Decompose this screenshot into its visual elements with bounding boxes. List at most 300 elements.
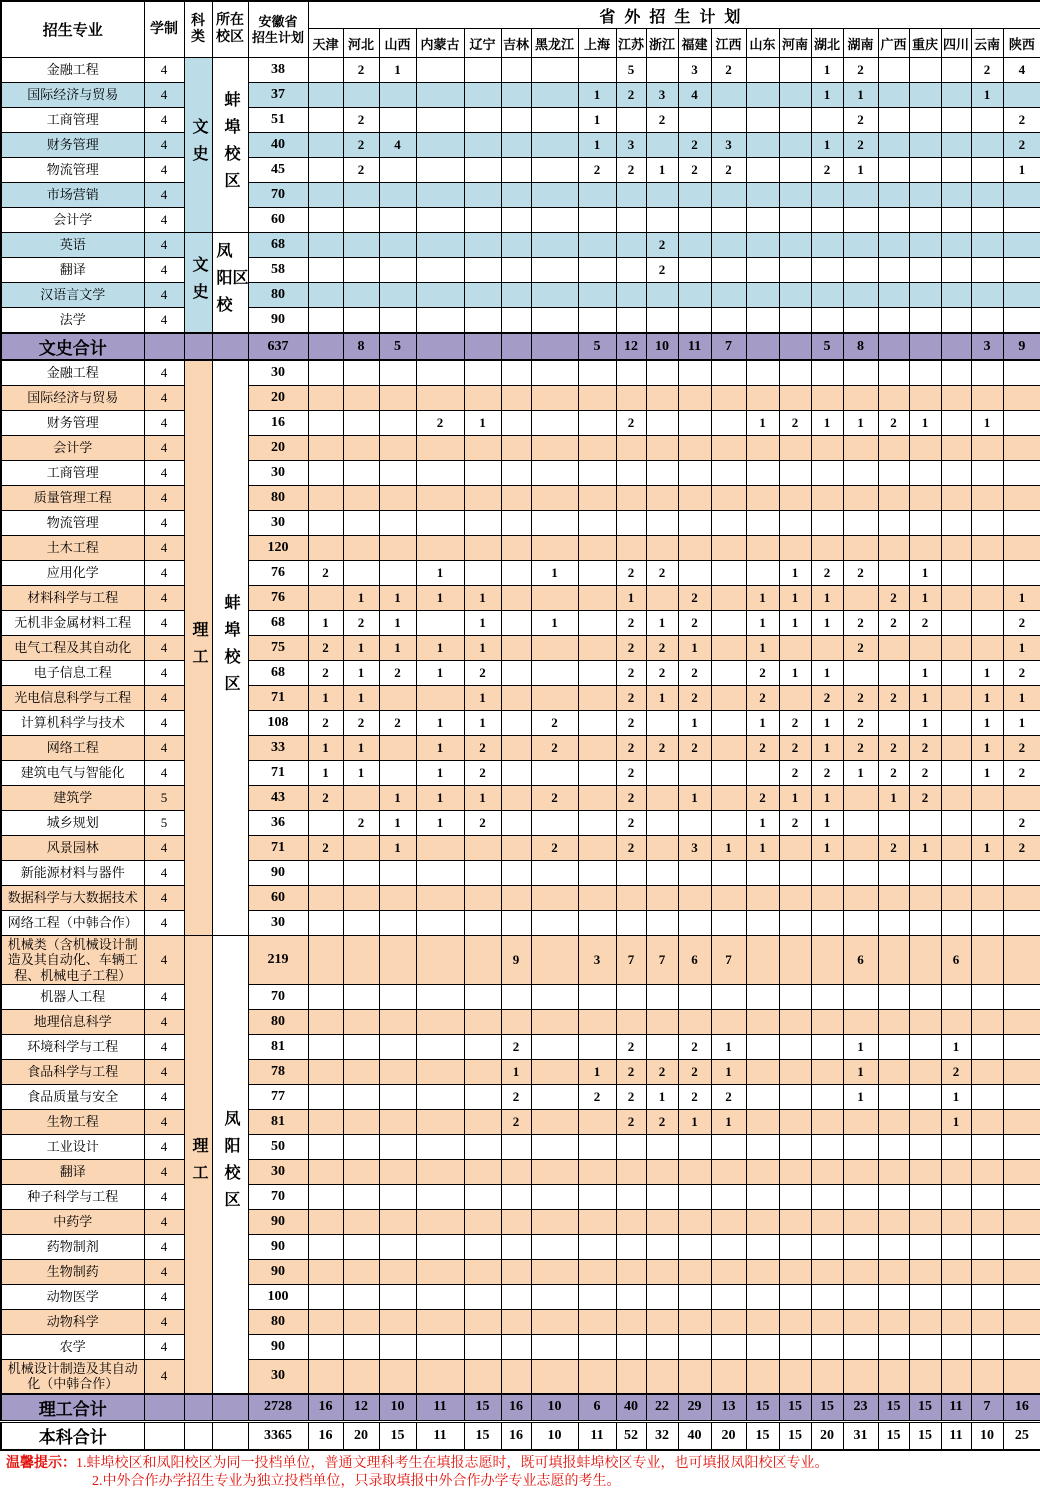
- major-cell: 金融工程: [1, 58, 144, 83]
- plan-cell-辽宁: [464, 886, 501, 911]
- plan-cell-山东: [746, 461, 779, 486]
- major-cell: 材料科学与工程: [1, 586, 144, 611]
- years-cell: 4: [144, 1109, 184, 1134]
- anhui-plan-cell: 80: [248, 1009, 308, 1034]
- anhui-plan-cell: 30: [248, 511, 308, 536]
- plan-cell-吉林: [501, 1159, 531, 1184]
- 本科合计-黑龙江: 10: [531, 1421, 578, 1450]
- years-cell: 5: [144, 811, 184, 836]
- major-row: [1, 984, 1040, 1009]
- plan-cell-山西: [379, 1359, 416, 1393]
- major-row: [1, 686, 1040, 711]
- plan-cell-山东: 2: [746, 786, 779, 811]
- plan-cell-浙江: 2: [646, 1109, 678, 1134]
- campus-cell: [212, 58, 248, 233]
- plan-cell-山西: [379, 1284, 416, 1309]
- plan-cell-湖南: [843, 1109, 878, 1134]
- 文史合计: 文史合计: [1, 333, 144, 360]
- plan-cell-浙江: [646, 861, 678, 886]
- 文史合计-山东: [746, 333, 779, 360]
- 文史合计-内蒙古: [416, 333, 464, 360]
- plan-cell-湖南: 1: [843, 411, 878, 436]
- major-row: [1, 1059, 1040, 1084]
- plan-cell-四川: [941, 1359, 971, 1393]
- plan-cell-山东: [746, 386, 779, 411]
- plan-cell-内蒙古: [416, 233, 464, 258]
- plan-cell-广西: [878, 711, 909, 736]
- plan-cell-广西: [878, 1234, 909, 1259]
- plan-cell-湖北: [811, 1209, 843, 1234]
- header-anhui-line2: 招生计划: [251, 29, 304, 45]
- plan-cell-上海: [578, 561, 616, 586]
- plan-cell-四川: [941, 536, 971, 561]
- plan-cell-山西: [379, 1109, 416, 1134]
- plan-cell-河南: [779, 1234, 811, 1259]
- plan-cell-吉林: [501, 83, 531, 108]
- anhui-plan-cell: 33: [248, 736, 308, 761]
- anhui-plan-cell: 90: [248, 1334, 308, 1359]
- plan-cell-山东: [746, 183, 779, 208]
- years-cell: 4: [144, 736, 184, 761]
- plan-cell-黑龙江: [531, 1134, 578, 1159]
- plan-cell-黑龙江: [531, 158, 578, 183]
- major-row: [1, 1284, 1040, 1309]
- 理工合计-江苏: 40: [616, 1394, 646, 1422]
- plan-cell-湖南: [843, 360, 878, 386]
- plan-cell-浙江: [646, 536, 678, 561]
- 本科合计-江西: 20: [711, 1421, 746, 1450]
- plan-cell-江苏: [616, 1209, 646, 1234]
- major-row: [1, 886, 1040, 911]
- plan-cell-重庆: [909, 486, 941, 511]
- plan-cell-河南: 1: [779, 611, 811, 636]
- major-row: [1, 283, 1040, 308]
- plan-cell-广西: [878, 1109, 909, 1134]
- plan-cell-山西: 1: [379, 586, 416, 611]
- plan-cell-内蒙古: [416, 83, 464, 108]
- plan-cell-天津: 2: [308, 561, 343, 586]
- plan-cell-吉林: [501, 360, 531, 386]
- plan-cell-广西: [878, 1259, 909, 1284]
- major-cell: 质量管理工程: [1, 486, 144, 511]
- plan-cell-天津: 2: [308, 786, 343, 811]
- major-cell: 网络工程（中韩合作）: [1, 911, 144, 936]
- plan-cell-上海: 3: [578, 936, 616, 985]
- plan-cell-广西: [878, 258, 909, 283]
- plan-cell-河南: 2: [779, 811, 811, 836]
- plan-cell-福建: 2: [678, 736, 711, 761]
- plan-cell-吉林: [501, 461, 531, 486]
- plan-cell-天津: [308, 1234, 343, 1259]
- plan-cell-上海: [578, 611, 616, 636]
- plan-cell-福建: 2: [678, 133, 711, 158]
- plan-cell-湖北: [811, 1084, 843, 1109]
- plan-cell-河南: [779, 536, 811, 561]
- plan-cell-天津: 1: [308, 736, 343, 761]
- plan-cell-江西: [711, 233, 746, 258]
- years-cell: 4: [144, 936, 184, 985]
- anhui-plan-cell: 30: [248, 360, 308, 386]
- years-cell: 4: [144, 1334, 184, 1359]
- plan-cell-四川: [941, 611, 971, 636]
- plan-cell-河南: [779, 1009, 811, 1034]
- plan-cell-浙江: 2: [646, 736, 678, 761]
- header-major: 招生专业: [1, 1, 144, 58]
- province-header-江西: 江西: [711, 29, 746, 58]
- plan-cell-天津: [308, 158, 343, 183]
- note-line-1-text: 1.蚌埠校区和凤阳校区为同一投档单位，普通文理科考生在填报志愿时，既可填报蚌埠校区专业，也可填报凤阳校区专业。: [76, 1455, 829, 1471]
- plan-cell-浙江: 3: [646, 83, 678, 108]
- plan-cell-四川: [941, 411, 971, 436]
- plan-cell-四川: [941, 786, 971, 811]
- anhui-plan-cell: 71: [248, 761, 308, 786]
- 本科合计-years: [144, 1421, 184, 1450]
- plan-cell-四川: [941, 208, 971, 233]
- plan-cell-陕西: [1003, 561, 1040, 586]
- anhui-plan-cell: 120: [248, 536, 308, 561]
- plan-cell-吉林: [501, 761, 531, 786]
- plan-cell-浙江: 1: [646, 686, 678, 711]
- plan-cell-河南: [779, 1109, 811, 1134]
- plan-cell-江苏: 2: [616, 1084, 646, 1109]
- major-cell: 地理信息科学: [1, 1009, 144, 1034]
- years-cell: 4: [144, 108, 184, 133]
- plan-cell-云南: [971, 1184, 1003, 1209]
- plan-cell-广西: [878, 984, 909, 1009]
- plan-cell-重庆: [909, 308, 941, 334]
- plan-cell-湖南: [843, 1309, 878, 1334]
- anhui-plan-cell: 90: [248, 1259, 308, 1284]
- plan-cell-江西: 1: [711, 1034, 746, 1059]
- 文史合计-福建: 11: [678, 333, 711, 360]
- anhui-plan-cell: 80: [248, 1309, 308, 1334]
- plan-cell-江西: 1: [711, 1109, 746, 1134]
- plan-cell-湖南: [843, 386, 878, 411]
- 本科合计-category: [184, 1421, 212, 1450]
- plan-cell-江苏: 2: [616, 83, 646, 108]
- plan-cell-陕西: [1003, 861, 1040, 886]
- anhui-plan-cell: 80: [248, 486, 308, 511]
- plan-cell-重庆: [909, 1059, 941, 1084]
- plan-cell-黑龙江: [531, 411, 578, 436]
- plan-cell-重庆: 1: [909, 561, 941, 586]
- plan-cell-江苏: [616, 486, 646, 511]
- plan-cell-重庆: [909, 183, 941, 208]
- major-cell: 数据科学与大数据技术: [1, 886, 144, 911]
- plan-cell-重庆: [909, 436, 941, 461]
- plan-cell-河北: [343, 1159, 379, 1184]
- plan-cell-湖北: [811, 1059, 843, 1084]
- plan-cell-辽宁: 2: [464, 761, 501, 786]
- plan-cell-山西: [379, 83, 416, 108]
- plan-cell-上海: [578, 1334, 616, 1359]
- years-cell: 4: [144, 586, 184, 611]
- plan-cell-内蒙古: [416, 1284, 464, 1309]
- plan-cell-天津: 1: [308, 611, 343, 636]
- plan-cell-江苏: 3: [616, 133, 646, 158]
- plan-cell-吉林: [501, 686, 531, 711]
- 本科合计-河北: 20: [343, 1421, 379, 1450]
- header-anhui-line1: 安徽省: [258, 13, 298, 29]
- plan-cell-四川: [941, 1334, 971, 1359]
- plan-cell-江西: 2: [711, 58, 746, 83]
- major-cell: 种子科学与工程: [1, 1184, 144, 1209]
- plan-cell-山西: [379, 233, 416, 258]
- plan-cell-内蒙古: 1: [416, 761, 464, 786]
- plan-cell-天津: [308, 911, 343, 936]
- plan-cell-浙江: [646, 1359, 678, 1393]
- years-cell: 4: [144, 1284, 184, 1309]
- plan-cell-天津: [308, 1034, 343, 1059]
- plan-cell-陕西: [1003, 786, 1040, 811]
- province-header-黑龙江: 黑龙江: [531, 29, 578, 58]
- plan-cell-福建: 6: [678, 936, 711, 985]
- plan-cell-辽宁: [464, 1284, 501, 1309]
- years-cell: 4: [144, 1084, 184, 1109]
- plan-cell-山东: [746, 861, 779, 886]
- anhui-plan-cell: 70: [248, 1184, 308, 1209]
- plan-cell-上海: [578, 511, 616, 536]
- plan-cell-山东: [746, 158, 779, 183]
- plan-cell-湖北: [811, 308, 843, 334]
- plan-cell-重庆: [909, 636, 941, 661]
- major-cell: 建筑学: [1, 786, 144, 811]
- plan-cell-内蒙古: [416, 133, 464, 158]
- plan-cell-江西: [711, 861, 746, 886]
- plan-cell-浙江: [646, 486, 678, 511]
- plan-cell-内蒙古: [416, 461, 464, 486]
- plan-cell-福建: 2: [678, 1059, 711, 1084]
- plan-cell-黑龙江: [531, 511, 578, 536]
- plan-cell-河北: [343, 1034, 379, 1059]
- plan-cell-湖南: [843, 1209, 878, 1234]
- plan-cell-河北: [343, 1184, 379, 1209]
- plan-cell-山西: 1: [379, 836, 416, 861]
- 文史合计-广西: [878, 333, 909, 360]
- plan-cell-河南: [779, 1284, 811, 1309]
- plan-cell-山西: [379, 511, 416, 536]
- plan-cell-山西: [379, 283, 416, 308]
- plan-cell-广西: 2: [878, 736, 909, 761]
- plan-cell-辽宁: [464, 536, 501, 561]
- plan-cell-吉林: [501, 58, 531, 83]
- plan-cell-浙江: [646, 786, 678, 811]
- years-cell: 4: [144, 984, 184, 1009]
- plan-cell-陕西: [1003, 283, 1040, 308]
- plan-cell-吉林: [501, 636, 531, 661]
- plan-cell-广西: [878, 561, 909, 586]
- plan-cell-吉林: [501, 711, 531, 736]
- anhui-plan-cell: 90: [248, 861, 308, 886]
- major-cell: 财务管理: [1, 411, 144, 436]
- plan-cell-河北: [343, 1259, 379, 1284]
- plan-cell-湖北: [811, 1134, 843, 1159]
- plan-cell-陕西: [1003, 1059, 1040, 1084]
- plan-cell-河南: [779, 1359, 811, 1393]
- plan-cell-内蒙古: [416, 536, 464, 561]
- plan-cell-浙江: 2: [646, 233, 678, 258]
- plan-cell-黑龙江: [531, 258, 578, 283]
- plan-cell-湖南: [843, 1334, 878, 1359]
- major-row: [1, 536, 1040, 561]
- plan-cell-吉林: [501, 1259, 531, 1284]
- plan-cell-辽宁: [464, 258, 501, 283]
- plan-cell-江苏: 2: [616, 711, 646, 736]
- years-cell: 4: [144, 1359, 184, 1393]
- 文史合计-row: [1, 333, 1040, 360]
- plan-cell-河南: [779, 83, 811, 108]
- plan-cell-河南: [779, 360, 811, 386]
- plan-cell-浙江: [646, 1334, 678, 1359]
- 文史合计-河北: 8: [343, 333, 379, 360]
- plan-cell-吉林: [501, 133, 531, 158]
- plan-cell-福建: 1: [678, 1109, 711, 1134]
- plan-cell-天津: [308, 1009, 343, 1034]
- major-cell: 会计学: [1, 208, 144, 233]
- plan-cell-河北: [343, 536, 379, 561]
- plan-cell-上海: [578, 1159, 616, 1184]
- plan-cell-内蒙古: [416, 861, 464, 886]
- plan-cell-福建: [678, 1334, 711, 1359]
- major-row: [1, 308, 1040, 334]
- plan-cell-辽宁: [464, 1134, 501, 1159]
- plan-cell-陕西: [1003, 911, 1040, 936]
- plan-cell-天津: [308, 586, 343, 611]
- major-row: [1, 1034, 1040, 1059]
- 文史合计-黑龙江: [531, 333, 578, 360]
- plan-cell-山西: 2: [379, 661, 416, 686]
- major-row: [1, 83, 1040, 108]
- 理工合计-云南: 7: [971, 1394, 1003, 1422]
- plan-cell-内蒙古: [416, 1084, 464, 1109]
- major-cell: 金融工程: [1, 360, 144, 386]
- plan-cell-河南: 2: [779, 761, 811, 786]
- plan-cell-内蒙古: [416, 511, 464, 536]
- anhui-plan-cell: 36: [248, 811, 308, 836]
- years-cell: 4: [144, 1234, 184, 1259]
- major-row: [1, 386, 1040, 411]
- years-cell: 4: [144, 386, 184, 411]
- plan-cell-内蒙古: [416, 1159, 464, 1184]
- plan-cell-福建: 4: [678, 83, 711, 108]
- plan-cell-重庆: [909, 233, 941, 258]
- plan-cell-浙江: [646, 461, 678, 486]
- plan-cell-河北: [343, 436, 379, 461]
- plan-cell-云南: 1: [971, 411, 1003, 436]
- plan-cell-湖北: 1: [811, 811, 843, 836]
- plan-cell-内蒙古: [416, 611, 464, 636]
- plan-cell-吉林: [501, 984, 531, 1009]
- plan-cell-天津: [308, 486, 343, 511]
- plan-cell-上海: [578, 436, 616, 461]
- plan-cell-江西: [711, 1309, 746, 1334]
- plan-cell-四川: 1: [941, 1109, 971, 1134]
- anhui-plan-cell: 60: [248, 886, 308, 911]
- plan-cell-云南: [971, 258, 1003, 283]
- major-cell: 网络工程: [1, 736, 144, 761]
- years-cell: 4: [144, 536, 184, 561]
- plan-cell-上海: [578, 1134, 616, 1159]
- plan-cell-江苏: [616, 108, 646, 133]
- plan-cell-四川: [941, 911, 971, 936]
- plan-cell-黑龙江: [531, 586, 578, 611]
- plan-cell-吉林: 9: [501, 936, 531, 985]
- plan-cell-山东: [746, 1234, 779, 1259]
- plan-cell-内蒙古: [416, 1359, 464, 1393]
- 理工合计-辽宁: 15: [464, 1394, 501, 1422]
- plan-cell-四川: [941, 861, 971, 886]
- years-cell: 4: [144, 711, 184, 736]
- plan-cell-重庆: [909, 1209, 941, 1234]
- 理工合计-内蒙古: 11: [416, 1394, 464, 1422]
- years-cell: 4: [144, 233, 184, 258]
- plan-cell-重庆: [909, 511, 941, 536]
- plan-cell-辽宁: [464, 561, 501, 586]
- plan-cell-山西: [379, 183, 416, 208]
- plan-cell-天津: [308, 83, 343, 108]
- plan-cell-云南: [971, 1209, 1003, 1234]
- plan-cell-河南: [779, 861, 811, 886]
- plan-cell-河北: [343, 233, 379, 258]
- plan-cell-四川: 1: [941, 1084, 971, 1109]
- plan-cell-河南: [779, 1034, 811, 1059]
- plan-cell-河南: [779, 1184, 811, 1209]
- plan-cell-辽宁: [464, 1059, 501, 1084]
- plan-cell-浙江: 1: [646, 158, 678, 183]
- years-cell: 4: [144, 208, 184, 233]
- plan-cell-吉林: [501, 1359, 531, 1393]
- plan-cell-广西: [878, 536, 909, 561]
- plan-cell-湖北: 1: [811, 661, 843, 686]
- plan-cell-浙江: 2: [646, 1059, 678, 1084]
- major-row: [1, 1159, 1040, 1184]
- plan-cell-江西: [711, 811, 746, 836]
- plan-cell-河南: [779, 984, 811, 1009]
- plan-cell-辽宁: 1: [464, 586, 501, 611]
- plan-cell-黑龙江: [531, 1059, 578, 1084]
- years-cell: 4: [144, 511, 184, 536]
- plan-cell-广西: [878, 1284, 909, 1309]
- plan-cell-四川: [941, 686, 971, 711]
- plan-cell-广西: [878, 133, 909, 158]
- plan-cell-山西: [379, 1334, 416, 1359]
- plan-cell-上海: 2: [578, 158, 616, 183]
- plan-cell-吉林: [501, 1209, 531, 1234]
- plan-cell-浙江: 2: [646, 108, 678, 133]
- plan-cell-陕西: 2: [1003, 108, 1040, 133]
- 文史合计-天津: [308, 333, 343, 360]
- plan-cell-广西: [878, 108, 909, 133]
- plan-cell-山西: [379, 984, 416, 1009]
- plan-cell-天津: 2: [308, 711, 343, 736]
- plan-cell-浙江: [646, 360, 678, 386]
- plan-cell-江苏: 2: [616, 786, 646, 811]
- plan-cell-四川: [941, 133, 971, 158]
- plan-cell-吉林: 2: [501, 1034, 531, 1059]
- plan-cell-吉林: [501, 283, 531, 308]
- plan-cell-湖南: [843, 586, 878, 611]
- major-row: [1, 936, 1040, 985]
- major-cell: 翻译: [1, 1159, 144, 1184]
- years-cell: 4: [144, 461, 184, 486]
- plan-cell-云南: [971, 811, 1003, 836]
- 本科合计-anhui: 3365: [248, 1421, 308, 1450]
- plan-cell-天津: [308, 258, 343, 283]
- plan-cell-山东: [746, 936, 779, 985]
- plan-cell-江苏: 2: [616, 811, 646, 836]
- plan-cell-河北: 1: [343, 761, 379, 786]
- plan-cell-山东: [746, 436, 779, 461]
